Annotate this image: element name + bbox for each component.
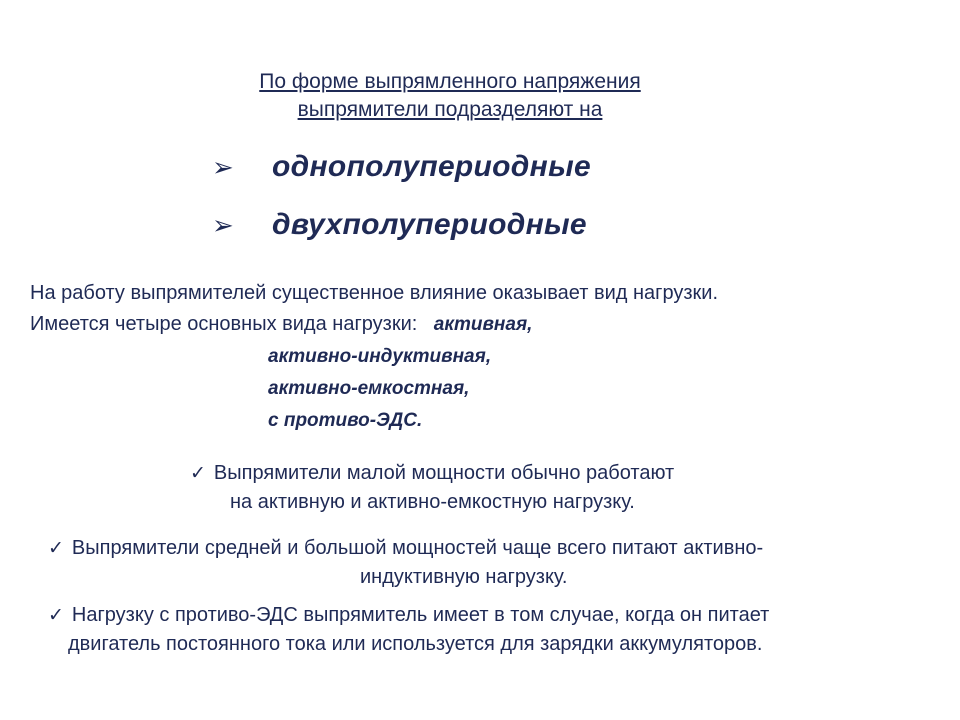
- load-paragraph-line-1: На работу выпрямителей существенное влияние оказывает вид нагрузки.: [30, 282, 718, 304]
- arrow-bullet-icon: ➢: [212, 209, 234, 240]
- type-item-half-wave: [212, 150, 591, 184]
- note-line: на активную и активно-емкостную нагрузку.: [230, 491, 635, 513]
- load-paragraph-line-2: [30, 313, 532, 336]
- type-label: однополупериодные: [272, 150, 591, 183]
- note-line: Выпрямители средней и большой мощностей чаще всего питают активно-: [71, 537, 764, 559]
- load-type-active: активная,: [433, 314, 533, 335]
- load-type-active-capacitive: активно-емкостная,: [268, 378, 470, 399]
- checkmark-icon: ✓: [48, 605, 64, 626]
- arrow-bullet-icon: ➢: [212, 151, 234, 182]
- checkmark-icon: ✓: [48, 538, 64, 559]
- note-line: двигатель постоянного тока или используется для зарядки аккумуляторов.: [68, 633, 763, 655]
- note-medium-high-power: [48, 537, 918, 589]
- load-type-active-inductive: активно-индуктивная,: [268, 346, 492, 367]
- note-line: Нагрузку с противо-ЭДС выпрямитель имеет в том случае, когда он питает: [71, 604, 770, 626]
- note-line: Выпрямители малой мощности обычно работают: [213, 462, 675, 484]
- load-intro-text: Имеется четыре основных вида нагрузки:: [30, 313, 418, 335]
- note-low-power: [190, 462, 674, 514]
- heading-line-2: выпрямители подразделяют на: [297, 98, 603, 121]
- note-back-emf: [48, 604, 928, 656]
- heading-line-1: По форме выпрямленного напряжения: [259, 70, 641, 93]
- checkmark-icon: ✓: [190, 463, 206, 484]
- type-label: двухполупериодные: [272, 208, 587, 241]
- load-type-back-emf: с противо-ЭДС.: [268, 410, 423, 431]
- note-line: индуктивную нагрузку.: [360, 566, 568, 588]
- slide-heading: [150, 70, 750, 122]
- type-item-full-wave: [212, 208, 587, 242]
